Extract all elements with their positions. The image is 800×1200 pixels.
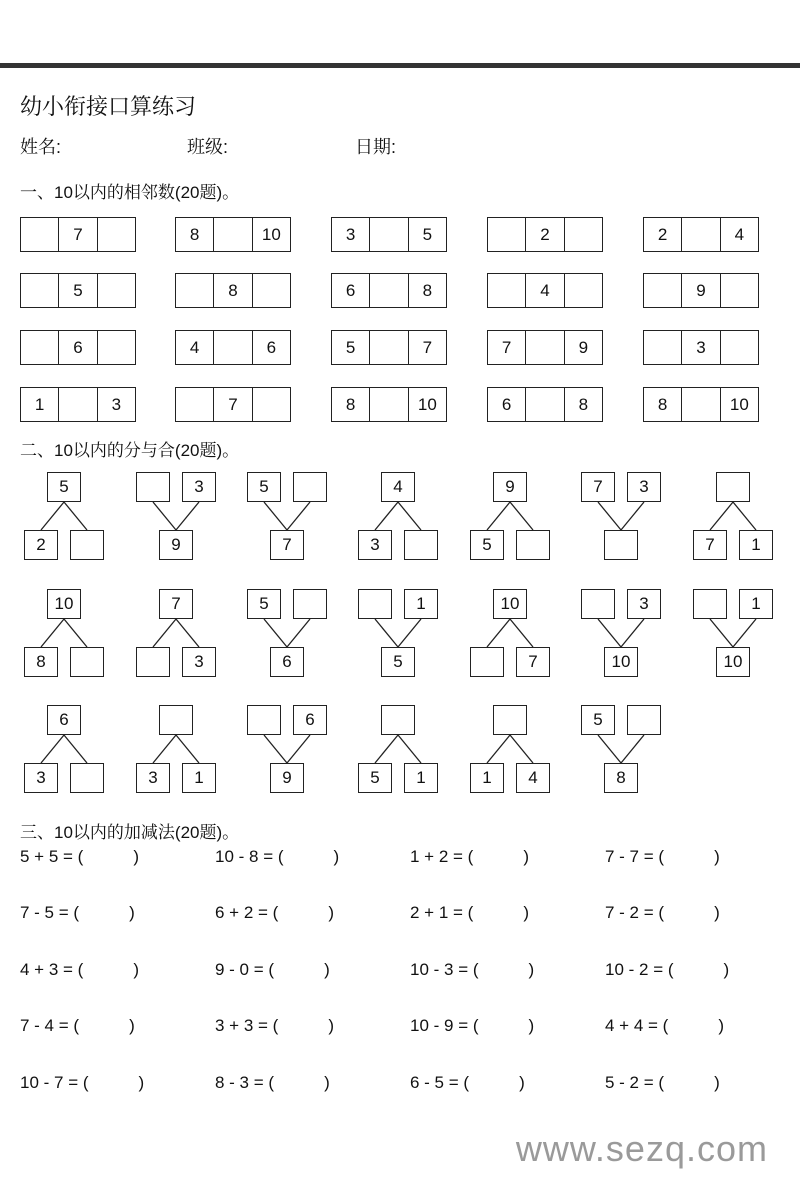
connector-line bbox=[375, 619, 398, 647]
date-label: 日期: bbox=[355, 137, 397, 157]
given-number: 8 bbox=[604, 763, 638, 793]
equation-text: 6 + 2 = ( bbox=[215, 903, 279, 922]
watermark: www.sezq.com bbox=[515, 1128, 768, 1169]
equation bbox=[605, 1016, 724, 1036]
name-label: 姓名: bbox=[20, 137, 62, 157]
given-number: 6 bbox=[47, 705, 81, 735]
equation-text: 10 - 9 = ( bbox=[410, 1016, 479, 1035]
answer-box[interactable] bbox=[493, 705, 527, 735]
close-paren: ) bbox=[528, 960, 535, 979]
close-paren: ) bbox=[523, 903, 529, 922]
connector-line bbox=[621, 735, 644, 763]
connector-line bbox=[153, 502, 176, 530]
given-number: 1 bbox=[21, 388, 59, 421]
equation bbox=[410, 1016, 534, 1036]
connector-line bbox=[487, 502, 510, 530]
given-number: 1 bbox=[182, 763, 216, 793]
given-number: 9 bbox=[159, 530, 193, 560]
equation bbox=[20, 903, 135, 923]
answer-box[interactable] bbox=[693, 589, 727, 619]
connector-line bbox=[153, 619, 176, 647]
given-number: 5 bbox=[247, 472, 281, 502]
given-number: 2 bbox=[644, 218, 682, 251]
given-number: 7 bbox=[422, 337, 433, 357]
given-number: 7 bbox=[581, 472, 615, 502]
given-number: 8 bbox=[422, 280, 433, 300]
equation-text: 4 + 4 = ( bbox=[605, 1016, 669, 1035]
given-number: 5 bbox=[358, 763, 392, 793]
given-number: 5 bbox=[470, 530, 504, 560]
given-number: 10 bbox=[493, 589, 527, 619]
equation-text: 10 - 8 = ( bbox=[215, 847, 284, 866]
equation bbox=[410, 847, 529, 867]
connector-line bbox=[264, 502, 287, 530]
connector-line bbox=[287, 502, 310, 530]
equation bbox=[410, 960, 534, 980]
section3-title: 三、10以内的加减法(20题)。 bbox=[20, 823, 240, 842]
connector-line bbox=[375, 502, 398, 530]
answer-box[interactable] bbox=[159, 705, 193, 735]
connector-line bbox=[621, 502, 644, 530]
given-number: 3 bbox=[332, 218, 370, 251]
close-paren: ) bbox=[523, 847, 529, 866]
equation-text: 9 - 0 = ( bbox=[215, 960, 275, 979]
given-number: 6 bbox=[332, 274, 370, 307]
connector-line bbox=[510, 619, 533, 647]
given-number: 2 bbox=[526, 218, 564, 251]
equation-text: 2 + 1 = ( bbox=[410, 903, 474, 922]
connector-line bbox=[64, 735, 87, 763]
connector-line bbox=[264, 619, 287, 647]
connector-line bbox=[487, 735, 510, 763]
worksheet-title: 幼小衔接口算练习 bbox=[20, 94, 197, 119]
close-paren: ) bbox=[714, 1073, 720, 1092]
given-number: 7 bbox=[59, 218, 97, 251]
connector-line bbox=[287, 735, 310, 763]
given-number: 3 bbox=[136, 763, 170, 793]
given-number: 9 bbox=[578, 337, 589, 357]
connector-line bbox=[710, 619, 733, 647]
equation bbox=[605, 960, 729, 980]
given-number: 8 bbox=[578, 394, 589, 414]
connector-line bbox=[176, 735, 199, 763]
given-number: 4 bbox=[734, 224, 745, 244]
close-paren: ) bbox=[324, 960, 330, 979]
answer-box[interactable] bbox=[604, 530, 638, 560]
connector-line bbox=[510, 502, 533, 530]
given-number: 4 bbox=[176, 331, 214, 364]
equation bbox=[215, 847, 339, 867]
equation-text: 6 - 5 = ( bbox=[410, 1073, 470, 1092]
equation bbox=[20, 960, 139, 980]
equation bbox=[605, 847, 720, 867]
equation bbox=[410, 903, 529, 923]
given-number: 1 bbox=[404, 589, 438, 619]
equation bbox=[20, 1073, 144, 1093]
equation bbox=[20, 847, 139, 867]
answer-box[interactable] bbox=[516, 530, 550, 560]
given-number: 7 bbox=[159, 589, 193, 619]
connector-line bbox=[621, 619, 644, 647]
answer-box[interactable] bbox=[293, 472, 327, 502]
given-number: 9 bbox=[493, 472, 527, 502]
connector-line bbox=[733, 502, 756, 530]
given-number: 5 bbox=[381, 647, 415, 677]
connector-line bbox=[41, 502, 64, 530]
given-number: 7 bbox=[270, 530, 304, 560]
equation-text: 5 - 2 = ( bbox=[605, 1073, 665, 1092]
connector-line bbox=[710, 502, 733, 530]
given-number: 9 bbox=[270, 763, 304, 793]
given-number: 6 bbox=[293, 705, 327, 735]
given-number: 7 bbox=[693, 530, 727, 560]
given-number: 6 bbox=[266, 337, 277, 357]
connector-line bbox=[264, 735, 287, 763]
given-number: 3 bbox=[182, 472, 216, 502]
given-number: 10 bbox=[261, 224, 281, 244]
equation-text: 1 + 2 = ( bbox=[410, 847, 474, 866]
equation-text: 10 - 3 = ( bbox=[410, 960, 479, 979]
equation-text: 4 + 3 = ( bbox=[20, 960, 84, 979]
connector-line bbox=[176, 502, 199, 530]
answer-box[interactable] bbox=[293, 589, 327, 619]
connector-line bbox=[598, 735, 621, 763]
equation bbox=[20, 1016, 135, 1036]
given-number: 5 bbox=[422, 224, 433, 244]
connector-line bbox=[398, 502, 421, 530]
given-number: 1 bbox=[404, 763, 438, 793]
given-number: 1 bbox=[739, 589, 773, 619]
given-number: 5 bbox=[581, 705, 615, 735]
close-paren: ) bbox=[138, 1073, 145, 1092]
given-number: 5 bbox=[59, 274, 97, 307]
answer-box[interactable] bbox=[70, 763, 104, 793]
answer-box[interactable] bbox=[404, 530, 438, 560]
connector-line bbox=[375, 735, 398, 763]
equation bbox=[605, 903, 720, 923]
answer-box[interactable] bbox=[581, 589, 615, 619]
given-number: 3 bbox=[627, 589, 661, 619]
connector-line bbox=[64, 502, 87, 530]
close-paren: ) bbox=[714, 903, 720, 922]
close-paren: ) bbox=[133, 847, 139, 866]
given-number: 10 bbox=[604, 647, 638, 677]
class-label: 班级: bbox=[187, 137, 229, 157]
equation-text: 7 - 7 = ( bbox=[605, 847, 665, 866]
given-number: 3 bbox=[111, 394, 122, 414]
connector-line bbox=[398, 735, 421, 763]
connector-line bbox=[598, 502, 621, 530]
answer-box[interactable] bbox=[70, 530, 104, 560]
connector-line bbox=[510, 735, 533, 763]
answer-box[interactable] bbox=[70, 647, 104, 677]
connector-line bbox=[733, 619, 756, 647]
given-number: 9 bbox=[682, 274, 720, 307]
given-number: 1 bbox=[470, 763, 504, 793]
given-number: 3 bbox=[358, 530, 392, 560]
equation-text: 7 - 2 = ( bbox=[605, 903, 665, 922]
connector-line bbox=[598, 619, 621, 647]
close-paren: ) bbox=[328, 1016, 334, 1035]
close-paren: ) bbox=[129, 1016, 135, 1035]
connector-line bbox=[487, 619, 510, 647]
given-number: 6 bbox=[488, 388, 526, 421]
equation-text: 10 - 2 = ( bbox=[605, 960, 674, 979]
connector-line bbox=[153, 735, 176, 763]
close-paren: ) bbox=[528, 1016, 535, 1035]
equation bbox=[605, 1073, 720, 1093]
given-number: 8 bbox=[214, 274, 252, 307]
answer-box[interactable] bbox=[247, 705, 281, 735]
given-number: 3 bbox=[627, 472, 661, 502]
given-number: 10 bbox=[47, 589, 81, 619]
given-number: 4 bbox=[526, 274, 564, 307]
given-number: 10 bbox=[716, 647, 750, 677]
answer-box[interactable] bbox=[470, 647, 504, 677]
given-number: 6 bbox=[270, 647, 304, 677]
given-number: 7 bbox=[516, 647, 550, 677]
given-number: 3 bbox=[182, 647, 216, 677]
given-number: 3 bbox=[24, 763, 58, 793]
given-number: 10 bbox=[417, 394, 437, 414]
given-number: 10 bbox=[729, 394, 749, 414]
given-number: 4 bbox=[381, 472, 415, 502]
equation bbox=[215, 903, 334, 923]
given-number: 5 bbox=[332, 331, 370, 364]
equation bbox=[215, 1073, 330, 1093]
equation-text: 7 - 5 = ( bbox=[20, 903, 80, 922]
answer-box[interactable] bbox=[627, 705, 661, 735]
close-paren: ) bbox=[714, 847, 720, 866]
given-number: 7 bbox=[214, 388, 252, 421]
connector-line bbox=[398, 619, 421, 647]
close-paren: ) bbox=[133, 960, 139, 979]
close-paren: ) bbox=[333, 847, 340, 866]
close-paren: ) bbox=[324, 1073, 330, 1092]
given-number: 8 bbox=[24, 647, 58, 677]
connector-line bbox=[176, 619, 199, 647]
connector-line bbox=[41, 735, 64, 763]
equation bbox=[410, 1073, 525, 1093]
close-paren: ) bbox=[519, 1073, 525, 1092]
close-paren: ) bbox=[328, 903, 334, 922]
close-paren: ) bbox=[129, 903, 135, 922]
connector-line bbox=[64, 619, 87, 647]
given-number: 5 bbox=[47, 472, 81, 502]
answer-box[interactable] bbox=[136, 472, 170, 502]
given-number: 8 bbox=[644, 388, 682, 421]
equation-text: 3 + 3 = ( bbox=[215, 1016, 279, 1035]
answer-box[interactable] bbox=[381, 705, 415, 735]
close-paren: ) bbox=[723, 960, 730, 979]
equation-text: 10 - 7 = ( bbox=[20, 1073, 89, 1092]
given-number: 8 bbox=[332, 388, 370, 421]
equation bbox=[215, 960, 330, 980]
equation bbox=[215, 1016, 334, 1036]
given-number: 7 bbox=[488, 331, 526, 364]
equation-text: 7 - 4 = ( bbox=[20, 1016, 80, 1035]
connector-line bbox=[41, 619, 64, 647]
section1-title: 一、10以内的相邻数(20题)。 bbox=[20, 183, 240, 202]
given-number: 3 bbox=[682, 331, 720, 364]
answer-box[interactable] bbox=[358, 589, 392, 619]
given-number: 6 bbox=[59, 331, 97, 364]
given-number: 1 bbox=[739, 530, 773, 560]
given-number: 4 bbox=[516, 763, 550, 793]
section2-title: 二、10以内的分与合(20题)。 bbox=[20, 441, 240, 460]
answer-box[interactable] bbox=[716, 472, 750, 502]
answer-box[interactable] bbox=[136, 647, 170, 677]
equation-text: 8 - 3 = ( bbox=[215, 1073, 275, 1092]
given-number: 5 bbox=[247, 589, 281, 619]
connector-line bbox=[287, 619, 310, 647]
given-number: 8 bbox=[176, 218, 214, 251]
equation-text: 5 + 5 = ( bbox=[20, 847, 84, 866]
given-number: 2 bbox=[24, 530, 58, 560]
close-paren: ) bbox=[718, 1016, 724, 1035]
